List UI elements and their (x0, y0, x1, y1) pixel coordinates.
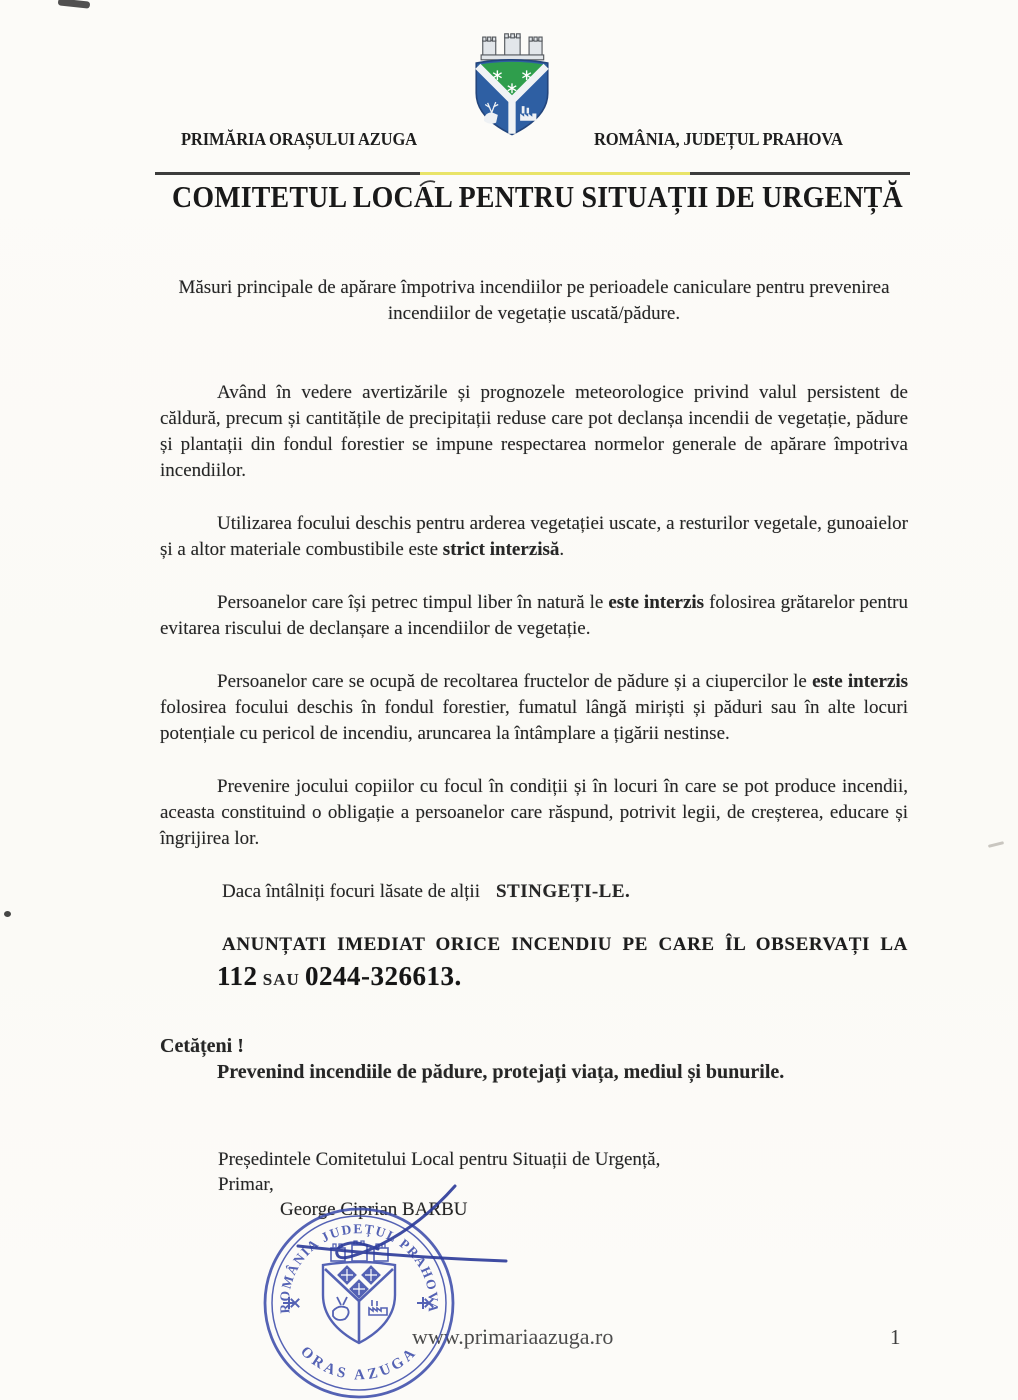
divider-gold-segment (420, 172, 690, 175)
local-phone-number: 0244-326613. (305, 961, 462, 991)
scan-faint-mark (988, 841, 1004, 848)
announce-line: ANUNȚATI IMEDIAT ORICE INCENDIU PE CARE ÎL OBSERVAȚI LA (222, 934, 908, 955)
text-segment: folosirea focului deschis în fondul forestier, fumatul lângă miriști și păduri sau în alte locuri potențiale cu pericol de incendiu, aruncarea la întâmplare a țigării nestinse. (160, 697, 908, 744)
scan-dot-artifact (4, 911, 11, 917)
phone-line (160, 958, 908, 998)
text-segment: Daca întâlniți focuri lăsate de alții (222, 881, 480, 902)
emphasis-strict-interzisa: strict interzisă (442, 539, 560, 560)
paragraph-open-fire (160, 511, 908, 563)
signature-role-line: Primar, (218, 1174, 274, 1195)
stamp-top-text: ROMÂNIA JUDEȚUL PRAHOVA (276, 1221, 442, 1314)
header-divider (155, 172, 910, 175)
emergency-number-112: 112 (217, 961, 258, 991)
text-segment: Utilizarea focului deschis pentru arderea vegetației uscate, a resturilor vegetale, gunoaielor și a altor materiale combustibile este (160, 513, 908, 560)
page-number: 1 (890, 1325, 901, 1349)
text-segment: . (559, 539, 565, 560)
signature-title-line: Președintele Comitetului Local pentru Situații de Urgență, (218, 1149, 661, 1170)
text-sau: SAU (257, 970, 306, 989)
paragraph-extinguish (160, 879, 908, 905)
stamp-bottom-text: ORAS AZUGA (297, 1343, 421, 1384)
page-title: COMITETUL LOCAL PENTRU SITUAȚII DE URGENȚĂ (172, 179, 903, 214)
emphasis-este-interzis: este interzis (608, 592, 705, 613)
emphasis-stingeti-le: STINGEȚI-LE. (495, 881, 631, 902)
official-round-stamp-icon (257, 1203, 461, 1400)
citizens-heading: Cetățeni ! (160, 1035, 244, 1057)
azuga-coat-of-arms-icon (466, 33, 558, 137)
paragraph-weather: Având în vedere avertizările și prognozele meteorologice privind valul persistent de căldură, precum și cantitățile de precipitații reduse care pot declanșa incendii de vegetație, pădure și plantații din fondul forestier se impune respectarea normelor generale de apărare împotriva incendiilor. (160, 382, 908, 481)
subject-paragraph: Măsuri principale de apărare împotriva incendiilor pe perioadele caniculare pentru prevenirea incendiilor de vegetație uscată/pădure. (178, 277, 890, 324)
country-county-label: ROMÂNIA, JUDEȚUL PRAHOVA (594, 129, 843, 149)
text-segment: folosirea grătarelor pentru evitarea riscului de declanșare a incendiilor de vegetație. (160, 592, 909, 639)
emphasis-este-interzis: este interzis (812, 671, 908, 692)
website-url: www.primariaazuga.ro (412, 1324, 614, 1349)
slogan-line: Prevenind incendiile de pădure, protejați viața, mediul și bunurile. (217, 1061, 785, 1083)
scan-smudge-artifact (58, 0, 91, 9)
paragraph-forest-harvest (160, 669, 908, 747)
signatory-name: George Ciprian BARBU (280, 1199, 468, 1220)
document-body (160, 275, 908, 1222)
paragraph-barbecue (160, 590, 908, 642)
municipality-label: PRIMĂRIA ORAȘULUI AZUGA (181, 129, 417, 149)
paragraph-children: Prevenire jocului copiilor cu focul în condiții și în locuri în care se pot produce incendii, aceasta constituind o obligație a persoanelor care răspund, potrivit legii, de creșterea, educare și îngrijirea lor. (160, 776, 908, 849)
text-segment: Persoanelor care își petrec timpul liber în natură le (217, 592, 609, 613)
text-segment: Persoanelor care se ocupă de recoltarea fructelor de pădure și a ciupercilor le (217, 671, 813, 692)
